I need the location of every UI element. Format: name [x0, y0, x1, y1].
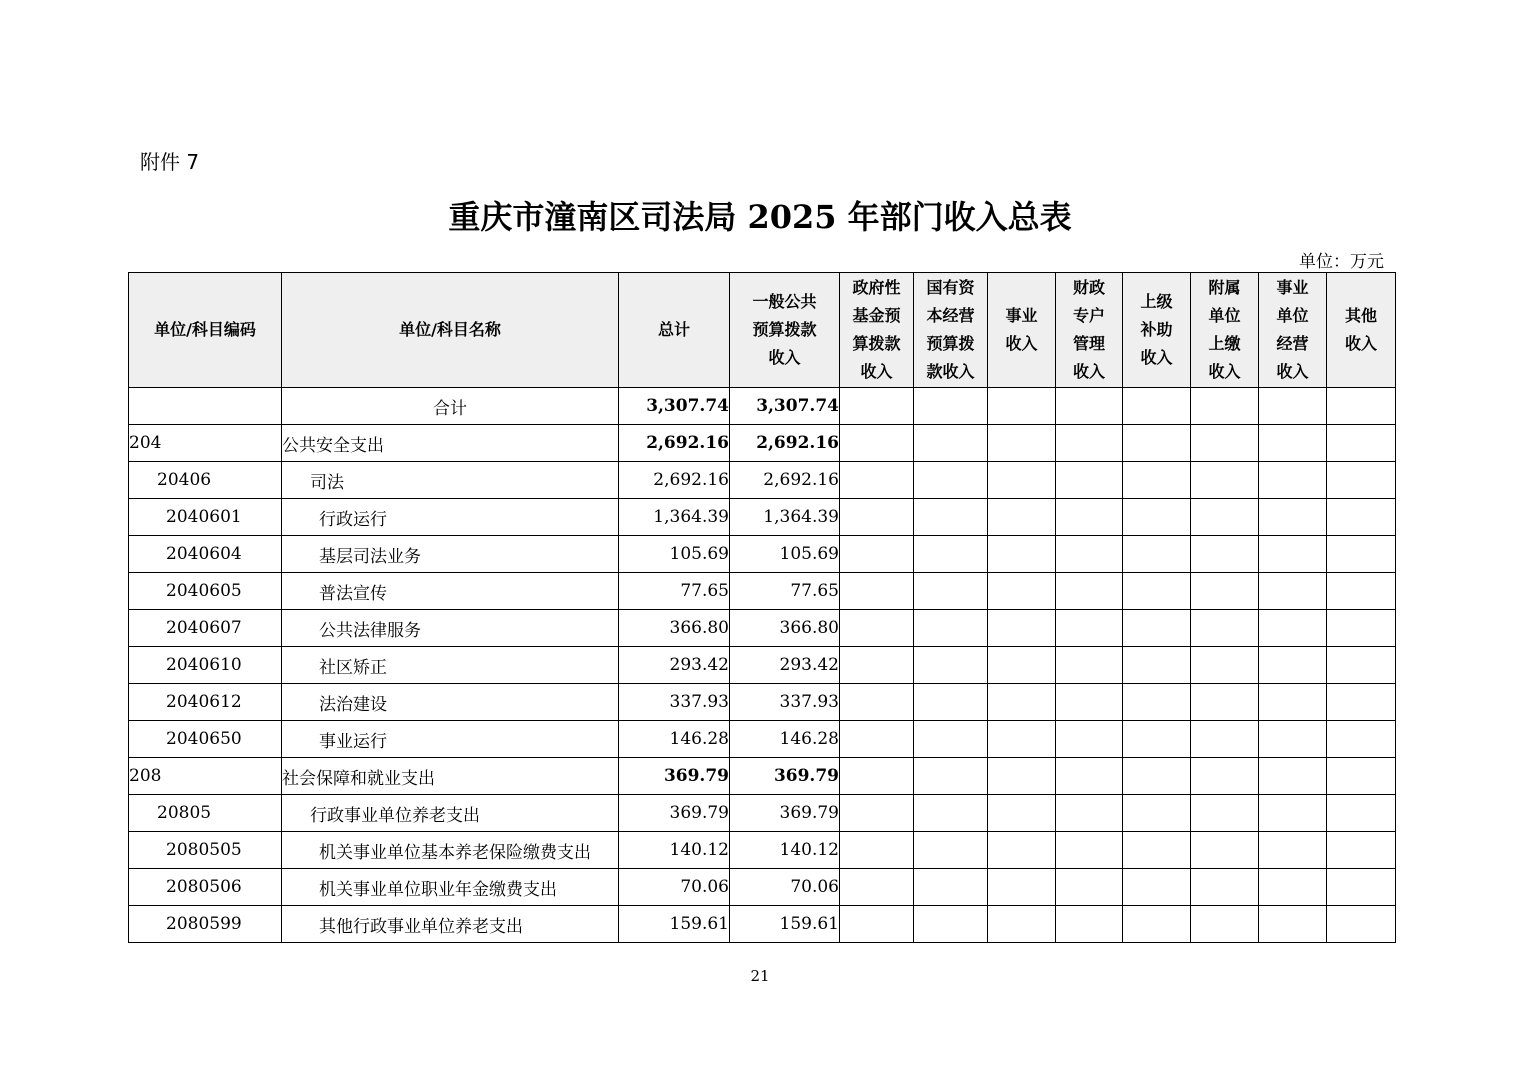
empty-cell — [914, 536, 988, 573]
empty-cell — [1056, 721, 1123, 758]
row-code: 2040601 — [129, 499, 282, 536]
row-total: 159.61 — [619, 906, 730, 943]
empty-cell — [840, 832, 914, 869]
empty-cell — [1327, 573, 1396, 610]
row-name: 社会保障和就业支出 — [282, 758, 619, 795]
row-code — [129, 388, 282, 425]
row-code: 2040604 — [129, 536, 282, 573]
empty-cell — [914, 721, 988, 758]
table-row — [129, 906, 1396, 943]
row-general-budget: 105.69 — [730, 536, 840, 573]
empty-cell — [840, 536, 914, 573]
empty-cell — [840, 610, 914, 647]
row-general-budget: 140.12 — [730, 832, 840, 869]
row-general-budget: 70.06 — [730, 869, 840, 906]
row-name: 合计 — [282, 388, 619, 425]
empty-cell — [840, 869, 914, 906]
empty-cell — [1327, 388, 1396, 425]
table-row — [129, 758, 1396, 795]
empty-cell — [988, 425, 1056, 462]
empty-cell — [1123, 388, 1191, 425]
empty-cell — [1191, 425, 1259, 462]
empty-cell — [988, 610, 1056, 647]
empty-cell — [1259, 499, 1327, 536]
page-title: 重庆市潼南区司法局 2025 年部门收入总表 — [448, 198, 1072, 236]
empty-cell — [1191, 499, 1259, 536]
table-row — [129, 573, 1396, 610]
empty-cell — [1123, 610, 1191, 647]
empty-cell — [1123, 425, 1191, 462]
empty-cell — [1123, 536, 1191, 573]
page-number: 21 — [750, 967, 770, 985]
header-superior: 上级补助收入 — [1123, 273, 1191, 388]
header-gov-fund: 政府性基金预算拨款收入 — [840, 273, 914, 388]
empty-cell — [914, 832, 988, 869]
empty-cell — [1327, 647, 1396, 684]
empty-cell — [1327, 832, 1396, 869]
empty-cell — [1056, 499, 1123, 536]
empty-cell — [1123, 462, 1191, 499]
table-row — [129, 388, 1396, 425]
empty-cell — [1123, 647, 1191, 684]
table-row — [129, 869, 1396, 906]
row-total: 337.93 — [619, 684, 730, 721]
empty-cell — [1259, 462, 1327, 499]
empty-cell — [1191, 573, 1259, 610]
row-name: 社区矫正 — [282, 647, 619, 684]
empty-cell — [1191, 869, 1259, 906]
row-code: 20406 — [129, 462, 282, 499]
header-affiliated: 附属单位上缴收入 — [1191, 273, 1259, 388]
empty-cell — [1327, 721, 1396, 758]
row-general-budget: 77.65 — [730, 573, 840, 610]
row-total: 77.65 — [619, 573, 730, 610]
empty-cell — [1327, 536, 1396, 573]
row-total: 293.42 — [619, 647, 730, 684]
header-fiscal-special: 财政专户管理收入 — [1056, 273, 1123, 388]
empty-cell — [1056, 832, 1123, 869]
empty-cell — [914, 758, 988, 795]
empty-cell — [1056, 536, 1123, 573]
row-name: 公共安全支出 — [282, 425, 619, 462]
empty-cell — [988, 499, 1056, 536]
table-row — [129, 795, 1396, 832]
row-code: 2040650 — [129, 721, 282, 758]
empty-cell — [988, 684, 1056, 721]
empty-cell — [1191, 832, 1259, 869]
empty-cell — [1191, 721, 1259, 758]
empty-cell — [1123, 869, 1191, 906]
header-name: 单位/科目名称 — [282, 273, 619, 388]
row-name: 普法宣传 — [282, 573, 619, 610]
row-general-budget: 366.80 — [730, 610, 840, 647]
empty-cell — [1123, 832, 1191, 869]
empty-cell — [1123, 758, 1191, 795]
empty-cell — [1056, 906, 1123, 943]
empty-cell — [840, 721, 914, 758]
table-row — [129, 499, 1396, 536]
empty-cell — [840, 647, 914, 684]
row-general-budget: 1,364.39 — [730, 499, 840, 536]
empty-cell — [1123, 573, 1191, 610]
empty-cell — [840, 906, 914, 943]
empty-cell — [1056, 610, 1123, 647]
empty-cell — [1191, 906, 1259, 943]
row-code: 204 — [129, 425, 282, 462]
empty-cell — [1259, 795, 1327, 832]
empty-cell — [1259, 425, 1327, 462]
empty-cell — [840, 573, 914, 610]
empty-cell — [1259, 832, 1327, 869]
header-state-capital: 国有资本经营预算拨款收入 — [914, 273, 988, 388]
empty-cell — [840, 425, 914, 462]
empty-cell — [1056, 758, 1123, 795]
empty-cell — [840, 684, 914, 721]
row-name: 公共法律服务 — [282, 610, 619, 647]
empty-cell — [1191, 610, 1259, 647]
row-total: 3,307.74 — [619, 388, 730, 425]
row-total: 2,692.16 — [619, 425, 730, 462]
row-code: 208 — [129, 758, 282, 795]
empty-cell — [988, 832, 1056, 869]
empty-cell — [1259, 684, 1327, 721]
row-code: 2040607 — [129, 610, 282, 647]
table-row — [129, 684, 1396, 721]
empty-cell — [988, 573, 1056, 610]
income-summary-table — [128, 272, 1396, 943]
row-code: 2080599 — [129, 906, 282, 943]
row-total: 70.06 — [619, 869, 730, 906]
empty-cell — [914, 425, 988, 462]
empty-cell — [1327, 684, 1396, 721]
row-total: 369.79 — [619, 795, 730, 832]
row-name: 基层司法业务 — [282, 536, 619, 573]
table-row — [129, 425, 1396, 462]
empty-cell — [1123, 721, 1191, 758]
empty-cell — [1259, 610, 1327, 647]
empty-cell — [914, 388, 988, 425]
empty-cell — [1123, 795, 1191, 832]
row-code: 20805 — [129, 795, 282, 832]
row-general-budget: 337.93 — [730, 684, 840, 721]
row-total: 366.80 — [619, 610, 730, 647]
row-general-budget: 293.42 — [730, 647, 840, 684]
row-total: 105.69 — [619, 536, 730, 573]
empty-cell — [1259, 536, 1327, 573]
empty-cell — [1327, 425, 1396, 462]
empty-cell — [1259, 388, 1327, 425]
empty-cell — [1259, 906, 1327, 943]
empty-cell — [1327, 906, 1396, 943]
header-total: 总计 — [619, 273, 730, 388]
table-row — [129, 610, 1396, 647]
unit-label: 单位：万元 — [1299, 252, 1384, 272]
row-name: 事业运行 — [282, 721, 619, 758]
empty-cell — [988, 647, 1056, 684]
empty-cell — [914, 499, 988, 536]
row-code: 2080505 — [129, 832, 282, 869]
row-general-budget: 146.28 — [730, 721, 840, 758]
table-row — [129, 832, 1396, 869]
empty-cell — [840, 462, 914, 499]
empty-cell — [1191, 536, 1259, 573]
row-name: 其他行政事业单位养老支出 — [282, 906, 619, 943]
empty-cell — [1056, 462, 1123, 499]
empty-cell — [1056, 388, 1123, 425]
empty-cell — [1056, 647, 1123, 684]
empty-cell — [1327, 758, 1396, 795]
header-operation: 事业单位经营收入 — [1259, 273, 1327, 388]
row-code: 2040610 — [129, 647, 282, 684]
empty-cell — [914, 462, 988, 499]
empty-cell — [988, 462, 1056, 499]
empty-cell — [1056, 573, 1123, 610]
empty-cell — [988, 536, 1056, 573]
empty-cell — [914, 684, 988, 721]
empty-cell — [1259, 869, 1327, 906]
row-name: 机关事业单位职业年金缴费支出 — [282, 869, 619, 906]
empty-cell — [1123, 684, 1191, 721]
row-code: 2080506 — [129, 869, 282, 906]
table-row — [129, 721, 1396, 758]
empty-cell — [1191, 795, 1259, 832]
row-name: 机关事业单位基本养老保险缴费支出 — [282, 832, 619, 869]
empty-cell — [988, 906, 1056, 943]
table-row — [129, 462, 1396, 499]
empty-cell — [914, 869, 988, 906]
row-name: 司法 — [282, 462, 619, 499]
empty-cell — [840, 758, 914, 795]
empty-cell — [1191, 647, 1259, 684]
row-name: 法治建设 — [282, 684, 619, 721]
empty-cell — [1191, 758, 1259, 795]
empty-cell — [914, 906, 988, 943]
row-general-budget: 159.61 — [730, 906, 840, 943]
empty-cell — [1327, 462, 1396, 499]
empty-cell — [840, 795, 914, 832]
empty-cell — [1191, 684, 1259, 721]
table-header-row — [129, 273, 1396, 388]
attachment-label: 附件 7 — [140, 150, 200, 174]
row-general-budget: 2,692.16 — [730, 425, 840, 462]
row-total: 1,364.39 — [619, 499, 730, 536]
empty-cell — [840, 388, 914, 425]
row-code: 2040612 — [129, 684, 282, 721]
empty-cell — [1327, 610, 1396, 647]
empty-cell — [1259, 573, 1327, 610]
empty-cell — [1191, 388, 1259, 425]
table-row — [129, 536, 1396, 573]
empty-cell — [1191, 462, 1259, 499]
header-code: 单位/科目编码 — [129, 273, 282, 388]
row-general-budget: 3,307.74 — [730, 388, 840, 425]
empty-cell — [988, 388, 1056, 425]
empty-cell — [1056, 795, 1123, 832]
row-name: 行政事业单位养老支出 — [282, 795, 619, 832]
empty-cell — [1259, 758, 1327, 795]
row-total: 146.28 — [619, 721, 730, 758]
header-general-budget: 一般公共预算拨款收入 — [730, 273, 840, 388]
row-total: 369.79 — [619, 758, 730, 795]
empty-cell — [914, 795, 988, 832]
empty-cell — [988, 758, 1056, 795]
empty-cell — [840, 499, 914, 536]
empty-cell — [1056, 425, 1123, 462]
row-name: 行政运行 — [282, 499, 619, 536]
row-general-budget: 369.79 — [730, 758, 840, 795]
empty-cell — [1327, 795, 1396, 832]
empty-cell — [914, 610, 988, 647]
empty-cell — [914, 573, 988, 610]
header-business: 事业收入 — [988, 273, 1056, 388]
row-total: 2,692.16 — [619, 462, 730, 499]
empty-cell — [988, 795, 1056, 832]
row-code: 2040605 — [129, 573, 282, 610]
empty-cell — [1123, 906, 1191, 943]
empty-cell — [1259, 647, 1327, 684]
empty-cell — [1259, 721, 1327, 758]
empty-cell — [988, 869, 1056, 906]
empty-cell — [1123, 499, 1191, 536]
empty-cell — [1327, 499, 1396, 536]
row-general-budget: 2,692.16 — [730, 462, 840, 499]
empty-cell — [1327, 869, 1396, 906]
header-other: 其他收入 — [1327, 273, 1396, 388]
empty-cell — [914, 647, 988, 684]
empty-cell — [1056, 684, 1123, 721]
empty-cell — [1056, 869, 1123, 906]
row-total: 140.12 — [619, 832, 730, 869]
empty-cell — [988, 721, 1056, 758]
row-general-budget: 369.79 — [730, 795, 840, 832]
table-row — [129, 647, 1396, 684]
